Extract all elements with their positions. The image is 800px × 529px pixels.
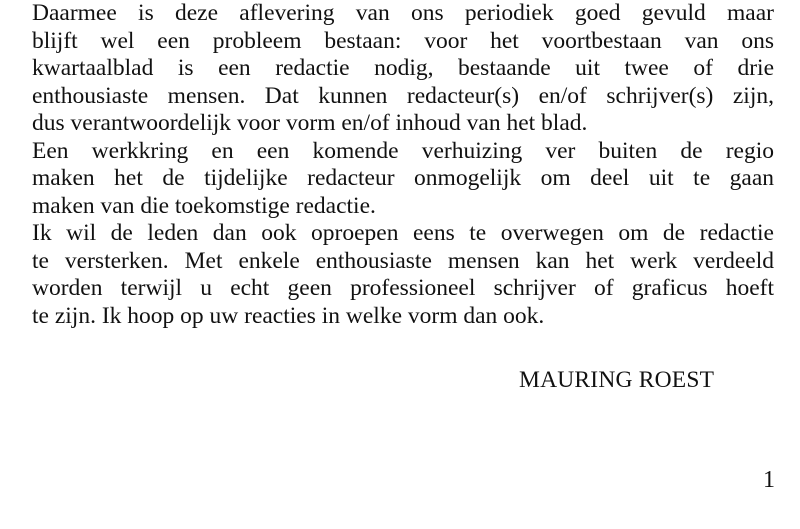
text-line: blijft wel een probleem bestaan: voor het voortbestaan van ons <box>32 27 774 54</box>
text-line: Daarmee is deze aflevering van ons periodiek goed gevuld maar <box>32 0 774 26</box>
text-line: Een werkkring en een komende verhuizing ver buiten de regio <box>32 137 774 164</box>
page-number: 1 <box>763 467 775 493</box>
body-text <box>32 0 774 330</box>
author-signature: MAURING ROEST <box>519 367 715 393</box>
paragraph-3 <box>32 220 774 330</box>
text-line: dus verantwoordelijk voor vorm en/of inhoud van het blad. <box>32 110 588 136</box>
text-line: maken van die toekomstige redactie. <box>32 192 376 219</box>
paragraph-1 <box>32 0 774 138</box>
text-line: te zijn. Ik hoop op uw reacties in welke vorm dan ook. <box>32 302 545 329</box>
text-line: kwartaalblad is een redactie nodig, bestaande uit twee of drie <box>32 55 774 81</box>
paragraph-2 <box>32 138 774 221</box>
text-line: worden terwijl u echt geen professioneel schrijver of graficus hoeft <box>32 275 774 301</box>
text-line: te versterken. Met enkele enthousiaste mensen kan het werk verdeeld <box>32 247 774 274</box>
text-line: Ik wil de leden dan ook oproepen eens te overwegen om de redactie <box>32 220 774 246</box>
text-line: maken het de tijdelijke redacteur onmogelijk om deel uit te gaan <box>32 165 774 191</box>
text-line: enthousiaste mensen. Dat kunnen redacteur(s) en/of schrijver(s) zijn, <box>32 82 774 109</box>
